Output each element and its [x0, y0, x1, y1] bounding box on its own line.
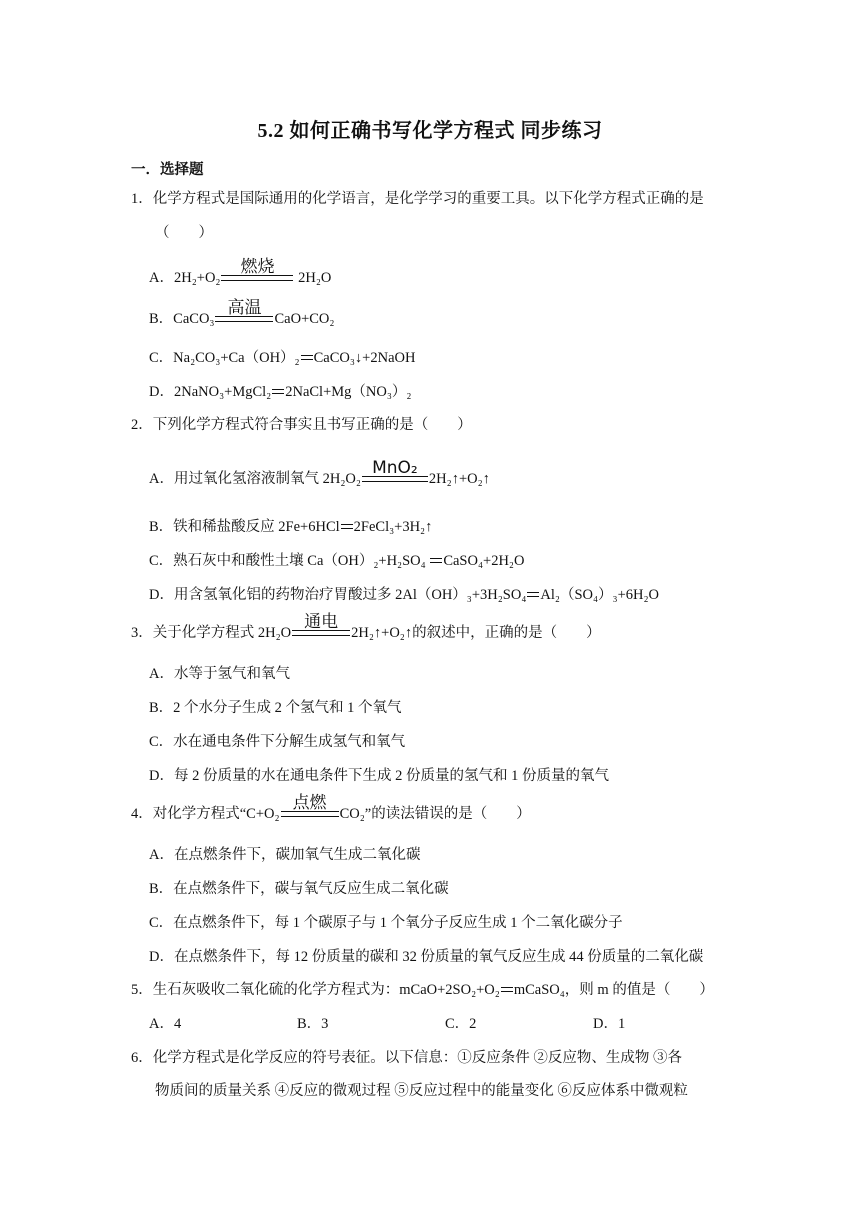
question-5-option-b[interactable]: B．3 [297, 1016, 329, 1032]
equals-sign [501, 987, 513, 992]
question-2-stem: 2．下列化学方程式符合事实且书写正确的是（ ） [131, 417, 472, 433]
question-5-stem: 5．生石灰吸收二氧化硫的化学方程式为：mCaO+2SO₂+O₂ mCaSO₄，则 m 的值是（ ） [131, 982, 714, 998]
question-4-option-d[interactable]: D．在点燃条件下，每 12 份质量的碳和 32 份质量的氧气反应生成 44 份质量的二氧化碳 [149, 949, 704, 965]
question-2-option-d[interactable]: D．用含氢氧化铝的药物治疗胃酸过多 2Al（OH）₃+3H₂SO₄ Al₂（SO₄）₃+6H₂O [149, 587, 660, 603]
question-4-option-b[interactable]: B．在点燃条件下，碳与氧气反应生成二氧化碳 [149, 881, 449, 897]
question-6-stem-line-1: 6．化学方程式是化学反应的符号表征。以下信息：①反应条件 ②反应物、生成物 ③各 [131, 1050, 682, 1066]
question-1-option-a[interactable]: A．2H₂+O₂ 燃烧 2H₂O [149, 257, 332, 286]
question-2-option-a[interactable]: A．用过氧化氢溶液制氧气 2H₂O₂ MnO₂ 2H₂↑+O₂↑ [149, 458, 490, 487]
question-2-option-c[interactable]: C．熟石灰中和酸性土壤 Ca（OH）₂+H₂SO₄ CaSO₄+2H₂O [149, 553, 525, 569]
reaction-condition: 点燃 [281, 804, 339, 824]
equals-sign [527, 592, 539, 597]
reaction-condition: 燃烧 [221, 268, 293, 288]
question-5-option-d[interactable]: D．1 [593, 1016, 626, 1032]
reaction-condition: MnO₂ [362, 469, 428, 489]
question-3-stem: 3．关于化学方程式 2H₂O 通电 2H₂↑+O₂↑的叙述中，正确的是（ ） [131, 612, 601, 641]
equals-sign [430, 558, 442, 563]
question-1-stem: 1．化学方程式是国际通用的化学语言，是化学学习的重要工具。以下化学方程式正确的是 [131, 191, 704, 207]
page-title: 5.2 如何正确书写化学方程式 同步练习 [257, 120, 603, 142]
equals-sign [341, 524, 353, 529]
question-1-option-c[interactable]: C．Na₂CO₃+Ca（OH）₂ CaCO₃↓+2NaOH [149, 350, 416, 366]
question-2-option-b[interactable]: B．铁和稀盐酸反应 2Fe+6HCl 2FeCl₃+3H₂↑ [149, 519, 433, 535]
question-3-option-b[interactable]: B．2 个水分子生成 2 个氢气和 1 个氧气 [149, 700, 402, 716]
question-5-option-c[interactable]: C．2 [445, 1016, 477, 1032]
equals-sign [301, 355, 313, 360]
question-1-blank: （ ） [155, 225, 213, 241]
question-4-stem: 4．对化学方程式“C+O₂ 点燃 CO₂”的读法错误的是（ ） [131, 793, 531, 822]
question-3-option-a[interactable]: A．水等于氢气和氧气 [149, 666, 290, 682]
reaction-condition: 高温 [215, 309, 273, 329]
question-4-option-c[interactable]: C．在点燃条件下，每 1 个碳原子与 1 个氧分子反应生成 1 个二氧化碳分子 [149, 915, 623, 931]
question-3-option-d[interactable]: D．每 2 份质量的水在通电条件下生成 2 份质量的氢气和 1 份质量的氧气 [149, 768, 609, 784]
question-3-option-c[interactable]: C．水在通电条件下分解生成氢气和氧气 [149, 734, 406, 750]
question-4-option-a[interactable]: A．在点燃条件下，碳加氧气生成二氧化碳 [149, 847, 421, 863]
equals-sign [272, 389, 284, 394]
question-1-option-d[interactable]: D．2NaNO₃+MgCl₂ 2NaCl+Mg（NO₃）₂ [149, 384, 412, 400]
section-heading: 一．选择题 [131, 162, 204, 178]
question-1-option-b[interactable]: B．CaCO₃ 高温 CaO+CO₂ [149, 298, 335, 327]
question-5-option-a[interactable]: A．4 [149, 1016, 182, 1032]
reaction-condition: 通电 [292, 623, 350, 643]
question-6-stem-line-2: 物质间的质量关系 ④反应的微观过程 ⑤反应过程中的能量变化 ⑥反应体系中微观粒 [155, 1083, 688, 1099]
